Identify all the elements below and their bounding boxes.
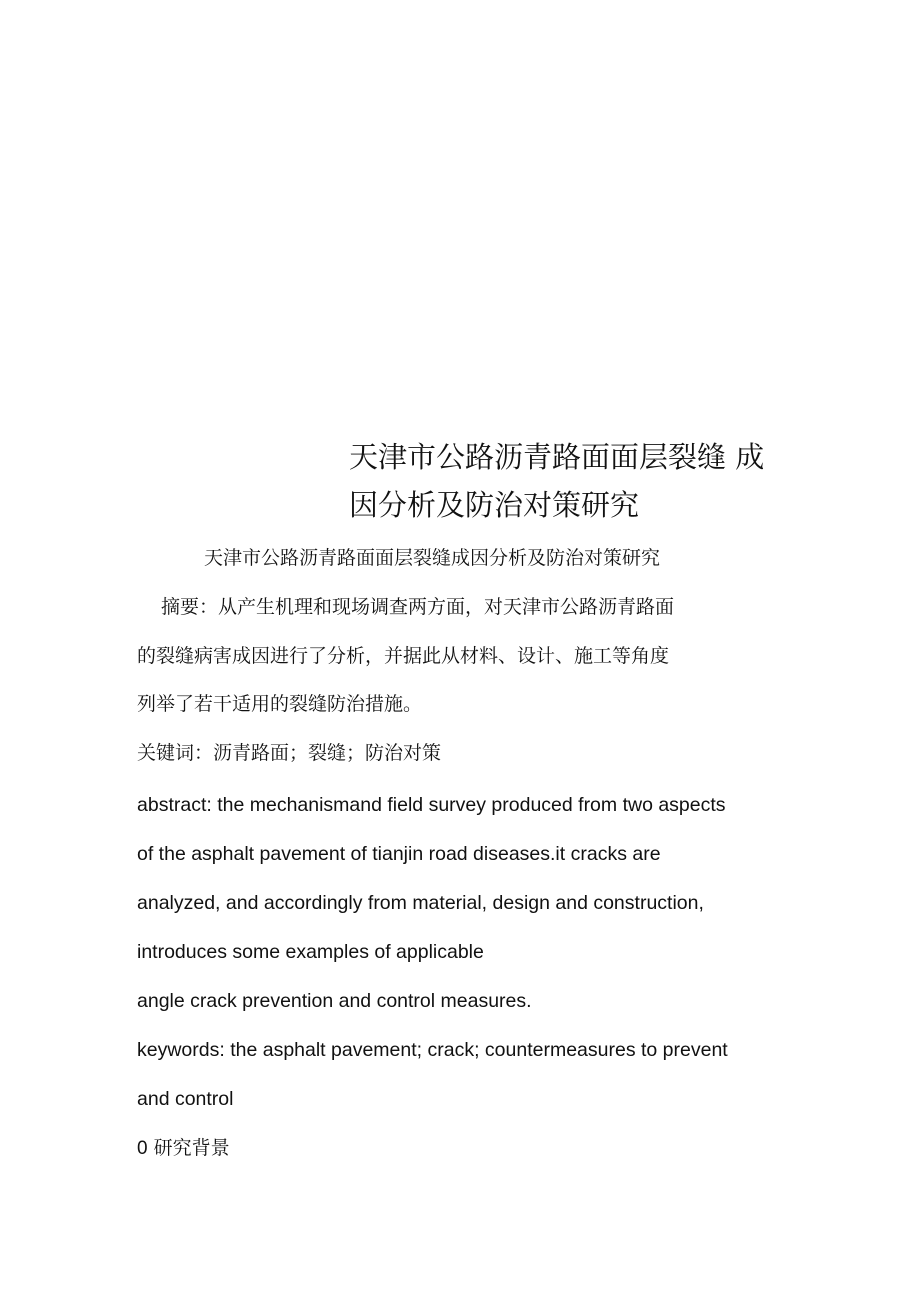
document-subtitle: 天津市公路沥青路面面层裂缝成因分析及防治对策研究 [204, 547, 661, 569]
document-title-line-2: 因分析及防治对策研究 [349, 488, 640, 522]
section-heading-number: 0 [137, 1138, 148, 1159]
abstract-en-line-1: abstract: the mechanismand field survey produced from two aspects [137, 794, 726, 816]
abstract-cn-line-1: 摘要：从产生机理和现场调查两方面，对天津市公路沥青路面 [161, 596, 675, 618]
abstract-en-line-4: introduces some examples of applicable [137, 941, 484, 963]
keywords-en-line-1: keywords: the asphalt pavement; crack; countermeasures to prevent [137, 1039, 728, 1061]
section-heading-text: 研究背景 [153, 1137, 230, 1159]
abstract-en-line-5: angle crack prevention and control measures. [137, 990, 532, 1012]
abstract-cn-line-2: 的裂缝病害成因进行了分析，并据此从材料、设计、施工等角度 [137, 645, 670, 667]
keywords-en-line-2: and control [137, 1088, 234, 1110]
abstract-en-line-2: of the asphalt pavement of tianjin road diseases.it cracks are [137, 843, 661, 865]
section-heading [137, 1139, 230, 1158]
abstract-en-line-3: analyzed, and accordingly from material, design and construction, [137, 892, 704, 914]
keywords-cn: 关键词：沥青路面；裂缝；防治对策 [137, 742, 442, 764]
abstract-cn-line-3: 列举了若干适用的裂缝防治措施。 [137, 693, 423, 715]
document-title-line-1: 天津市公路沥青路面面层裂缝 成 [349, 440, 765, 474]
